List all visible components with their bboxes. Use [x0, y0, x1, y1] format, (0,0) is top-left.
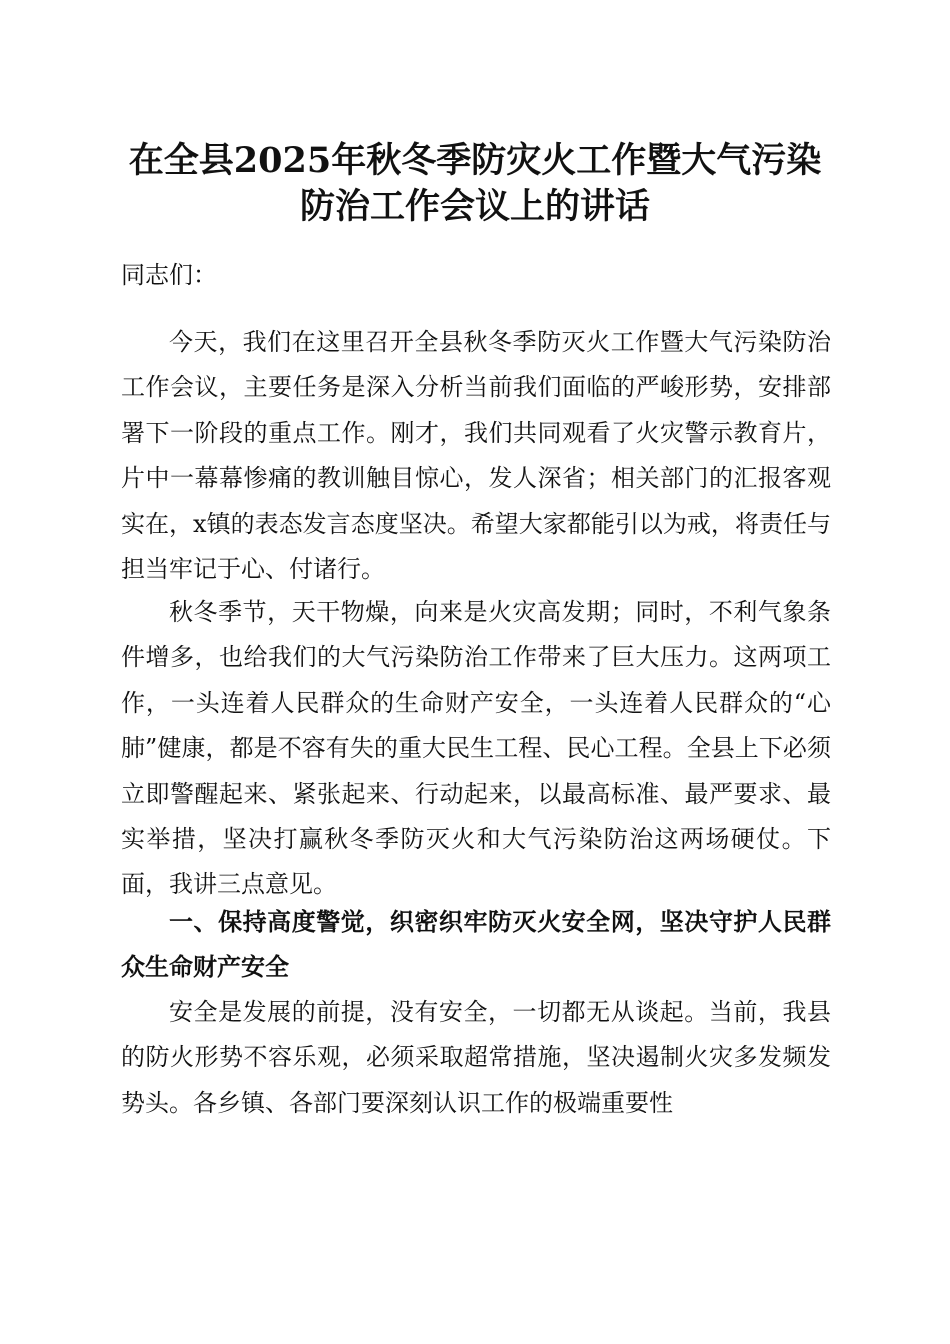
paragraph-section-1: 安全是发展的前提，没有安全，一切都无从谈起。当前，我县的防火形势不容乐观，必须采取超常措施，坚决遏制火灾多发频发势头。各乡镇、各部门要深刻认识工作的极端重要性: [121, 998, 831, 1117]
paragraph-opening: 今天，我们在这里召开全县秋冬季防灭火工作暨大气污染防治工作会议，主要任务是深入分析当前我们面临的严峻形势，安排部署下一阶段的重点工作。刚才，我们共同观看了火灾警示教育片，片中一幕幕惨痛的教训触目惊心，发人深省；相关部门的汇报客观实在，x镇的表态发言态度坚决。希望大家都能引以为戒，将责任与担当牢记于心、付诸行。: [121, 328, 831, 584]
paragraph-situation: 秋冬季节，天干物燥，向来是火灾高发期；同时，不利气象条件增多，也给我们的大气污染防治工作带来了巨大压力。这两项工作，一头连着人民群众的生命财产安全，一头连着人民群众的“心肺”健康，都是不容有失的重大民生工程、民心工程。全县上下必须立即警醒起来、紧张起来、行动起来，以最高标准、最严要求、最实举措，坚决打赢秋冬季防灭火和大气污染防治这两场硬仗。下面，我讲三点意见。: [121, 598, 831, 899]
document-title-line-2: 防治工作会议上的讲话: [299, 186, 650, 227]
document-title-line-1: 在全县2025年秋冬季防灾火工作暨大气污染: [128, 140, 822, 181]
section-heading-1: 一、保持高度警觉，织密织牢防灭火安全网，坚决守护人民群众生命财产安全: [121, 908, 831, 982]
salutation: 同志们：: [121, 261, 217, 289]
